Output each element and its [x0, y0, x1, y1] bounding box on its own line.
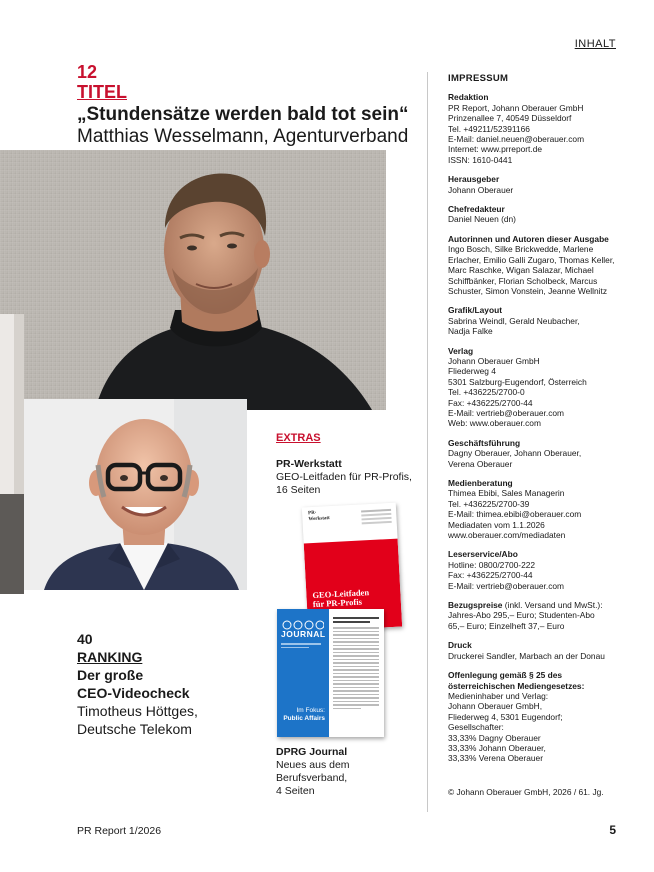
- extras-heading: EXTRAS: [276, 432, 321, 444]
- category-label: RANKING: [77, 649, 143, 665]
- impressum-line: Tel. +436225/2700-39: [448, 498, 530, 509]
- impressum-block-title: Redaktion: [448, 92, 489, 103]
- cover-brand-line: PR·: [308, 510, 317, 517]
- article-headline-line-2: CEO-Videocheck: [77, 685, 190, 701]
- portrait-photo-wesselmann: [0, 150, 386, 410]
- impressum-block-title: Leserservice/Abo: [448, 549, 518, 560]
- impressum-line: Marc Raschke, Wigan Salazar, Michael: [448, 265, 594, 276]
- impressum-block: [448, 174, 638, 195]
- impressum-block-title-suffix: (inkl. Versand und MwSt.):: [502, 600, 603, 611]
- impressum-line: Verena Oberauer: [448, 458, 513, 469]
- impressum-block-title: Grafik/Layout: [448, 305, 502, 316]
- impressum-line: Prinzenallee 7, 40549 Düsseldorf: [448, 113, 572, 124]
- impressum-line: Johann Oberauer GmbH: [448, 355, 540, 366]
- cover-title-line: für PR-Profis: [312, 596, 363, 610]
- impressum-line: 33,33% Johann Oberauer,: [448, 742, 546, 753]
- extra-title: PR-Werkstatt: [276, 458, 342, 470]
- impressum-line: Fliederweg 4, 5301 Eugendorf;: [448, 711, 563, 722]
- impressum-line: Erlacher, Emilio Galli Zugaro, Thomas Keller,: [448, 254, 615, 265]
- cover-brand-line: Werkstatt: [308, 516, 330, 523]
- impressum-block-title: Chefredakteur: [448, 204, 505, 215]
- impressum-line: Thimea Ebibi, Sales Managerin: [448, 488, 565, 499]
- column-divider: [427, 72, 428, 812]
- impressum-line: ISSN: 1610-0441: [448, 154, 513, 165]
- impressum-block-title: Bezugspreise: [448, 600, 503, 611]
- page-number: 5: [609, 823, 616, 837]
- journal-logo-text: JOURNAL: [281, 629, 326, 639]
- extra-desc-line: GEO-Leitfaden für PR-Profis,: [276, 471, 412, 483]
- impressum-block: [448, 305, 638, 336]
- impressum-line: Schiffbänker, Florian Scholbeck, Marcus: [448, 275, 598, 286]
- journal-focus-label: Im Fokus:: [296, 707, 325, 714]
- dprg-journal-cover[interactable]: [277, 609, 384, 737]
- article-headline-line-1: Der große: [77, 667, 144, 683]
- impressum-blocks: [448, 92, 638, 763]
- impressum-block: [448, 640, 638, 661]
- impressum-line: Gesellschafter:: [448, 722, 504, 733]
- journal-logo-icon: [282, 617, 324, 627]
- extra-desc-line: 4 Seiten: [276, 785, 315, 797]
- article-byline-line-2: Deutsche Telekom: [77, 721, 192, 737]
- extra-item-dprg-journal[interactable]: [276, 746, 426, 798]
- impressum-block-title: Herausgeber: [448, 174, 500, 185]
- impressum-block: [448, 478, 638, 540]
- cover-article-graphic: [333, 617, 379, 711]
- cover-title-line: GEO-Leitfaden: [312, 587, 370, 601]
- impressum-block: [448, 234, 638, 296]
- extra-title: DPRG Journal: [276, 746, 348, 758]
- article-headline: „Stundensätze werden bald tot sein“: [77, 104, 409, 125]
- ranking-teaser[interactable]: [77, 630, 277, 738]
- impressum-line: Tel. +49211/52391166: [448, 123, 530, 134]
- impressum-block: [448, 670, 638, 764]
- impressum-line: 33,33% Verena Oberauer: [448, 753, 543, 764]
- impressum-line: 65,– Euro; Einzelheft 37,– Euro: [448, 620, 565, 631]
- category-label: TITEL: [77, 82, 127, 102]
- impressum-line: Mediadaten vom 1.1.2026: [448, 519, 545, 530]
- impressum-line: 5301 Salzburg-Eugendorf, Österreich: [448, 376, 587, 387]
- impressum-block-title: Autorinnen und Autoren dieser Ausgabe: [448, 233, 609, 244]
- impressum-block: [448, 346, 638, 429]
- impressum-block-title: Medienberatung: [448, 478, 513, 488]
- impressum-block-title: österreichischen Mediengesetzes:: [448, 680, 585, 691]
- impressum-block-title: Druck: [448, 640, 472, 651]
- impressum-line: Johann Oberauer: [448, 184, 514, 195]
- article-byline-line-1: Timotheus Höttges,: [77, 703, 198, 719]
- impressum-block-title: Verlag: [448, 345, 474, 356]
- impressum-block-title: Geschäftsführung: [448, 437, 521, 448]
- portrait-photo-hoettges: [24, 399, 247, 590]
- impressum-block: [448, 438, 638, 469]
- impressum-block: [448, 549, 638, 591]
- impressum-line: Nadja Falke: [448, 326, 493, 337]
- impressum-line: Web: www.oberauer.com: [448, 418, 541, 429]
- section-label[interactable]: INHALT: [574, 38, 616, 50]
- cover-text-graphic: [281, 643, 321, 650]
- impressum-heading: IMPRESSUM: [448, 73, 509, 84]
- extra-desc-line: Neues aus dem: [276, 759, 350, 771]
- impressum-block-title: Offenlegung gemäß § 25 des: [448, 670, 563, 681]
- impressum-line: www.oberauer.com/mediadaten: [448, 530, 566, 541]
- impressum-line: Hotline: 0800/2700-222: [448, 559, 536, 570]
- impressum: [448, 74, 638, 773]
- journal-focus-title: Public Affairs: [283, 715, 325, 722]
- impressum-line: E-Mail: vertrieb@oberauer.com: [448, 407, 565, 418]
- impressum-line: Dagny Oberauer, Johann Oberauer,: [448, 448, 582, 459]
- impressum-line: Fax: +436225/2700-44: [448, 570, 533, 581]
- impressum-block: [448, 92, 638, 165]
- impressum-line: Fliederweg 4: [448, 366, 496, 377]
- article-byline: Matthias Wesselmann, Agenturverband: [77, 126, 409, 147]
- extra-desc-line: Berufsverband,: [276, 772, 348, 784]
- impressum-line: Fax: +436225/2700-44: [448, 397, 533, 408]
- cover-table-graphic: [361, 509, 392, 527]
- page-reference: 40: [77, 631, 93, 647]
- impressum-line: E-Mail: vertrieb@oberauer.com: [448, 580, 565, 591]
- impressum-line: Druckerei Sandler, Marbach an der Donau: [448, 650, 605, 661]
- impressum-line: 33,33% Dagny Oberauer: [448, 732, 541, 743]
- impressum-line: Schuster, Simon Vonstein, Jeanne Wellnitz: [448, 285, 608, 296]
- page-reference: 12: [77, 62, 98, 82]
- impressum-line: Daniel Neuen (dn): [448, 214, 516, 225]
- impressum-line: E-Mail: daniel.neuen@oberauer.com: [448, 134, 585, 145]
- impressum-line: Tel. +436225/2700-0: [448, 387, 525, 398]
- photo-crop-strip: [0, 314, 24, 594]
- impressum-line: Ingo Bosch, Silke Brickwedde, Marlene: [448, 244, 594, 255]
- impressum-line: Sabrina Weindl, Gerald Neubacher,: [448, 315, 580, 326]
- extra-item-pr-werkstatt[interactable]: [276, 458, 426, 497]
- publication-issue: PR Report 1/2026: [77, 825, 162, 837]
- impressum-line: Internet: www.prreport.de: [448, 144, 543, 155]
- impressum-line: Jahres-Abo 295,– Euro; Studenten-Abo: [448, 610, 595, 621]
- impressum-line: Medieninhaber und Verlag:: [448, 690, 549, 701]
- copyright-notice: © Johann Oberauer GmbH, 2026 / 61. Jg.: [448, 787, 604, 797]
- impressum-line: Johann Oberauer GmbH,: [448, 701, 543, 712]
- impressum-line: E-Mail: thimea.ebibi@oberauer.com: [448, 509, 582, 520]
- impressum-block: [448, 600, 638, 631]
- extra-desc-line: 16 Seiten: [276, 484, 321, 496]
- impressum-line: PR Report, Johann Oberauer GmbH: [448, 102, 584, 113]
- impressum-block: [448, 204, 638, 225]
